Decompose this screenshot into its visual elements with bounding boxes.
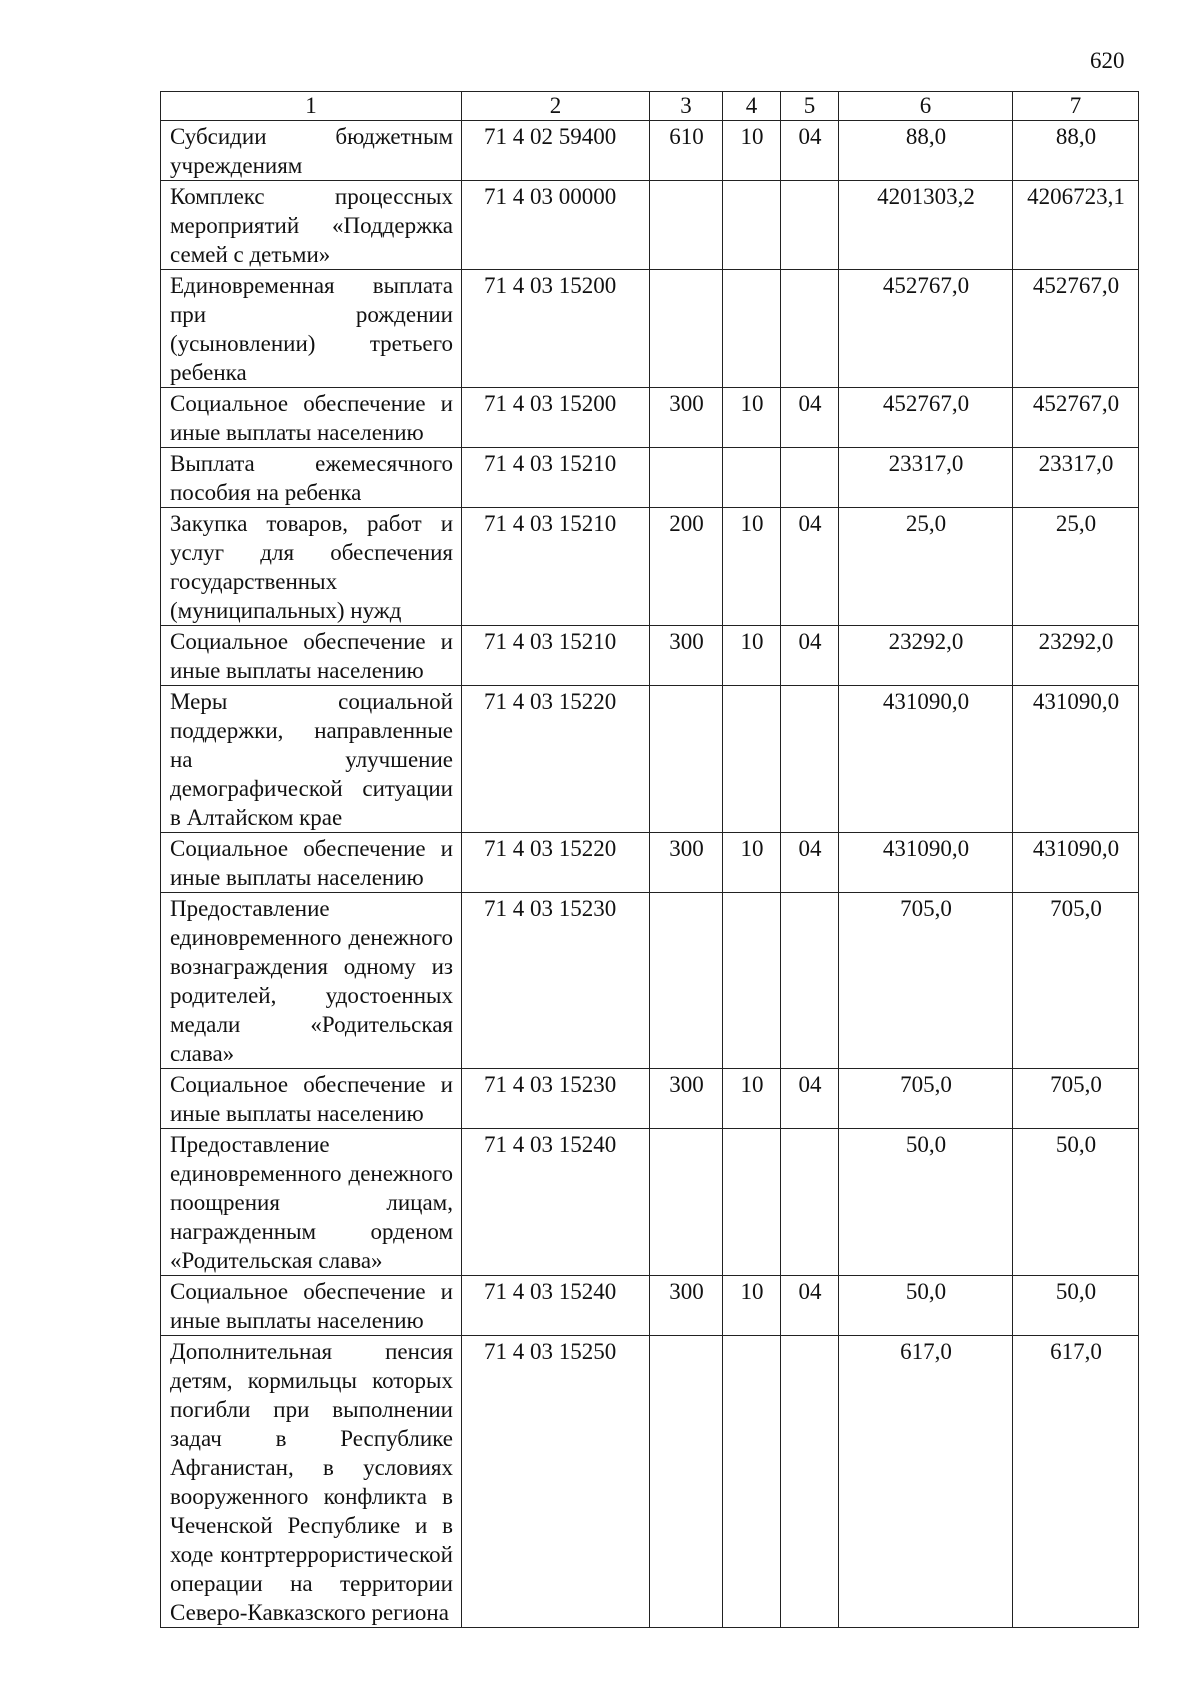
table-header-row (161, 92, 1139, 121)
row-amount-col6-cell: 431090,0 (839, 686, 1013, 833)
row-name-cell: Социальное обеспечение и иные выплаты населению (161, 388, 462, 448)
row-amount-col6-cell: 25,0 (839, 508, 1013, 626)
row-amount-col7-cell: 431090,0 (1013, 686, 1139, 833)
row-amount-col6-cell: 50,0 (839, 1129, 1013, 1276)
row-subsection-cell (781, 686, 839, 833)
row-amount-col7-cell: 23317,0 (1013, 448, 1139, 508)
budget-table (160, 91, 1139, 1628)
row-amount-col7-cell: 50,0 (1013, 1276, 1139, 1336)
row-amount-col6-cell: 23317,0 (839, 448, 1013, 508)
row-code-cell: 71 4 03 15210 (462, 626, 650, 686)
row-amount-col7-cell: 452767,0 (1013, 388, 1139, 448)
row-code-cell: 71 4 03 15220 (462, 686, 650, 833)
table-row (161, 388, 1139, 448)
row-section-cell (723, 1129, 781, 1276)
row-code-cell: 71 4 03 15210 (462, 508, 650, 626)
table-row (161, 1276, 1139, 1336)
row-expense-type-cell (650, 1129, 723, 1276)
row-subsection-cell (781, 181, 839, 270)
row-subsection-cell (781, 1336, 839, 1628)
table-row (161, 1069, 1139, 1129)
row-subsection-cell: 04 (781, 388, 839, 448)
row-section-cell: 10 (723, 626, 781, 686)
row-amount-col7-cell: 88,0 (1013, 121, 1139, 181)
row-code-cell: 71 4 03 15240 (462, 1129, 650, 1276)
row-subsection-cell: 04 (781, 833, 839, 893)
row-expense-type-cell: 300 (650, 833, 723, 893)
row-name-cell: Предоставление единовременного денежного вознаграждения одному из родителей, удостоенных медали «Родительская слава» (161, 893, 462, 1069)
row-code-cell: 71 4 03 15200 (462, 270, 650, 388)
row-name-cell: Единовременная выплата при рождении (усыновлении) третьего ребенка (161, 270, 462, 388)
column-header: 1 (161, 92, 462, 121)
row-name-cell: Социальное обеспечение и иные выплаты населению (161, 833, 462, 893)
row-section-cell (723, 1336, 781, 1628)
row-amount-col6-cell: 50,0 (839, 1276, 1013, 1336)
row-subsection-cell: 04 (781, 1069, 839, 1129)
row-expense-type-cell: 300 (650, 1276, 723, 1336)
row-amount-col6-cell: 23292,0 (839, 626, 1013, 686)
row-name-cell: Закупка товаров, работ и услуг для обеспечения государственных (муниципальных) нужд (161, 508, 462, 626)
row-expense-type-cell (650, 181, 723, 270)
row-code-cell: 71 4 03 15230 (462, 893, 650, 1069)
row-expense-type-cell: 300 (650, 626, 723, 686)
row-expense-type-cell (650, 448, 723, 508)
row-section-cell: 10 (723, 833, 781, 893)
page-number: 620 (1090, 48, 1125, 73)
row-code-cell: 71 4 03 15250 (462, 1336, 650, 1628)
row-section-cell: 10 (723, 508, 781, 626)
row-amount-col6-cell: 705,0 (839, 893, 1013, 1069)
table-row (161, 181, 1139, 270)
row-name-cell: Комплекс процессных мероприятий «Поддержка семей с детьми» (161, 181, 462, 270)
column-header: 3 (650, 92, 723, 121)
row-expense-type-cell (650, 893, 723, 1069)
table-row (161, 686, 1139, 833)
table-row (161, 121, 1139, 181)
row-name-cell: Социальное обеспечение и иные выплаты населению (161, 626, 462, 686)
row-section-cell (723, 270, 781, 388)
row-amount-col6-cell: 431090,0 (839, 833, 1013, 893)
row-code-cell: 71 4 03 15220 (462, 833, 650, 893)
row-subsection-cell (781, 270, 839, 388)
row-expense-type-cell: 300 (650, 388, 723, 448)
row-name-cell: Социальное обеспечение и иные выплаты населению (161, 1276, 462, 1336)
row-name-cell: Предоставление единовременного денежного поощрения лицам, награжденным орденом «Родительская слава» (161, 1129, 462, 1276)
column-header: 7 (1013, 92, 1139, 121)
column-header: 2 (462, 92, 650, 121)
row-code-cell: 71 4 03 00000 (462, 181, 650, 270)
row-subsection-cell (781, 448, 839, 508)
row-subsection-cell: 04 (781, 508, 839, 626)
row-code-cell: 71 4 03 15230 (462, 1069, 650, 1129)
row-amount-col7-cell: 23292,0 (1013, 626, 1139, 686)
row-section-cell: 10 (723, 1276, 781, 1336)
table-body (161, 121, 1139, 1628)
row-amount-col7-cell: 452767,0 (1013, 270, 1139, 388)
row-amount-col6-cell: 88,0 (839, 121, 1013, 181)
row-amount-col6-cell: 452767,0 (839, 388, 1013, 448)
row-code-cell: 71 4 03 15240 (462, 1276, 650, 1336)
row-name-cell: Выплата ежемесячного пособия на ребенка (161, 448, 462, 508)
column-header: 5 (781, 92, 839, 121)
table-row (161, 893, 1139, 1069)
row-amount-col7-cell: 705,0 (1013, 1069, 1139, 1129)
row-expense-type-cell (650, 686, 723, 833)
table-row (161, 270, 1139, 388)
row-amount-col7-cell: 50,0 (1013, 1129, 1139, 1276)
row-subsection-cell (781, 893, 839, 1069)
row-amount-col6-cell: 617,0 (839, 1336, 1013, 1628)
row-amount-col6-cell: 4201303,2 (839, 181, 1013, 270)
row-subsection-cell: 04 (781, 1276, 839, 1336)
row-expense-type-cell (650, 1336, 723, 1628)
row-amount-col6-cell: 452767,0 (839, 270, 1013, 388)
row-amount-col7-cell: 431090,0 (1013, 833, 1139, 893)
row-amount-col7-cell: 4206723,1 (1013, 181, 1139, 270)
table-row (161, 448, 1139, 508)
row-amount-col7-cell: 705,0 (1013, 893, 1139, 1069)
row-amount-col7-cell: 25,0 (1013, 508, 1139, 626)
table-row (161, 1336, 1139, 1628)
row-name-cell: Меры социальной поддержки, направленные на улучшение демографической ситуации в Алтайском крае (161, 686, 462, 833)
row-section-cell (723, 893, 781, 1069)
table-row (161, 833, 1139, 893)
row-section-cell: 10 (723, 1069, 781, 1129)
row-code-cell: 71 4 02 59400 (462, 121, 650, 181)
row-subsection-cell: 04 (781, 121, 839, 181)
row-subsection-cell (781, 1129, 839, 1276)
row-section-cell (723, 181, 781, 270)
table-row (161, 626, 1139, 686)
row-expense-type-cell: 610 (650, 121, 723, 181)
column-header: 4 (723, 92, 781, 121)
row-section-cell (723, 448, 781, 508)
row-amount-col6-cell: 705,0 (839, 1069, 1013, 1129)
row-name-cell: Дополнительная пенсия детям, кормильцы которых погибли при выполнении задач в Республике Афганистан, в условиях вооруженного конфликта в Чеченской Республике и в ходе контртеррористической операции на территории Северо-Кавказского региона (161, 1336, 462, 1628)
table-row (161, 1129, 1139, 1276)
row-code-cell: 71 4 03 15210 (462, 448, 650, 508)
row-expense-type-cell: 300 (650, 1069, 723, 1129)
row-section-cell: 10 (723, 388, 781, 448)
row-section-cell (723, 686, 781, 833)
row-amount-col7-cell: 617,0 (1013, 1336, 1139, 1628)
row-subsection-cell: 04 (781, 626, 839, 686)
row-expense-type-cell (650, 270, 723, 388)
row-expense-type-cell: 200 (650, 508, 723, 626)
column-header: 6 (839, 92, 1013, 121)
row-name-cell: Субсидии бюджетным учреждениям (161, 121, 462, 181)
row-code-cell: 71 4 03 15200 (462, 388, 650, 448)
table-row (161, 508, 1139, 626)
row-section-cell: 10 (723, 121, 781, 181)
row-name-cell: Социальное обеспечение и иные выплаты населению (161, 1069, 462, 1129)
